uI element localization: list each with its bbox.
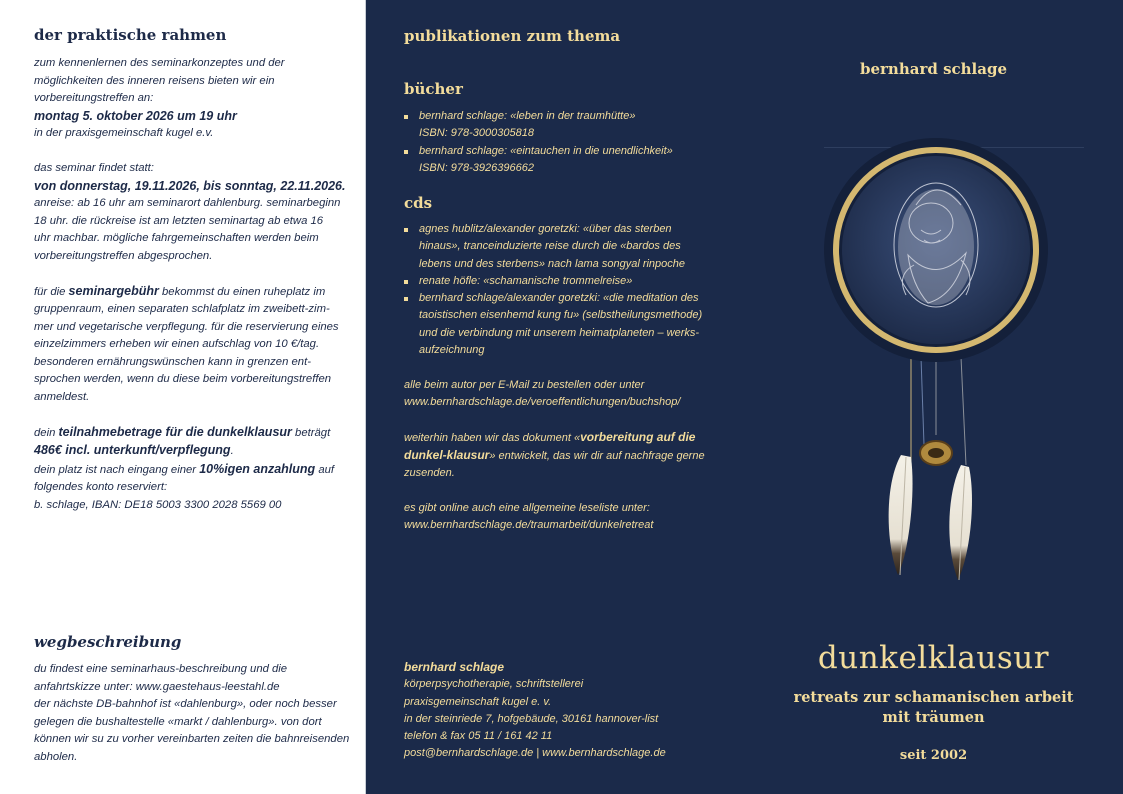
fee-line: für die seminargebühr bekommst du einen ruheplatz im — [34, 283, 326, 298]
text-line: du findest eine seminarhaus-beschreibung und die — [34, 663, 288, 675]
text-line: gruppenraum, einen separaten schlafplatz im zweibett-zim- — [34, 303, 330, 315]
text-line: sprochen werden, wenn du diese beim vorbereitungstreffen — [34, 373, 332, 385]
text-line: körperpsychotherapie, schriftstellerei — [404, 678, 584, 691]
text-line: telefon & fax 05 11 / 161 42 11 — [404, 730, 553, 743]
price-line: dein teilnahmebetrage für die dunkelklausur beträgt — [34, 424, 331, 439]
text-line: gelegen die bushaltestelle «markt / dahlenburg». von dort — [34, 715, 322, 728]
cds-list — [404, 221, 734, 359]
publications-heading: publikationen zum thema — [404, 27, 621, 45]
text-line: einzelzimmers erheben wir einen aufschlag von 10 €/tag. — [34, 338, 320, 350]
cover-subtitle: retreats zur schamanischen arbeit mit träumen — [793, 689, 1074, 726]
seminar-dates: von donnerstag, 19.11.2026, bis sonntag, 22.11.2026. — [34, 178, 346, 193]
text-line: möglichkeiten des inneren reisens bieten wir ein — [34, 74, 275, 87]
text-line: anreise: ab 16 uhr am seminarort dahlenburg. seminarbeginn — [34, 197, 341, 209]
books-heading: bücher — [404, 80, 463, 98]
price-value-line: 486€ incl. unterkunft/verpflegung. — [34, 443, 234, 457]
text-line: 18 uhr. die rückreise ist am letzten seminartag ab etwa 16 — [34, 214, 324, 227]
list-item: bernhard schlage: «leben in der traumhütte» ISBN: 978-3000305818 — [404, 108, 724, 143]
list-item: bernhard schlage: «eintauchen in die unendlichkeit» ISBN: 978-3926396662 — [404, 143, 724, 178]
text-line: können wir su zu vorher vereinbarten zeiten die bahnreisenden — [34, 733, 350, 745]
directions-heading: wegbeschreibung — [34, 633, 182, 651]
left-panel — [0, 0, 366, 794]
dark-panel — [366, 0, 1123, 794]
document-title: vorbereitung auf die — [580, 429, 696, 444]
iban-line: b. schlage, IBAN: DE18 5003 3300 2028 5569 00 — [34, 498, 282, 511]
directions-text — [34, 661, 354, 766]
price-value: 486€ incl. unterkunft/verpflegung — [34, 443, 231, 457]
cover-title: dunkelklausur — [817, 640, 1050, 676]
text-line: anmeldest. — [34, 390, 90, 403]
cds-heading: cds — [404, 194, 433, 212]
contact-email-web[interactable]: post@bernhardschlage.de | www.bernhardschlage.de — [404, 747, 666, 760]
text-line: anfahrtskizze unter: www.gaestehaus-leestahl.de — [34, 680, 280, 693]
text-line: besonderen ernährungswünschen kann in grenzen ent- — [34, 355, 311, 368]
text-line: alle beim autor per E-Mail zu bestellen oder unter — [404, 379, 645, 391]
dreamcatcher-image — [816, 135, 1056, 595]
text-line: vorbereitungstreffen an: — [34, 92, 154, 104]
list-item: renate höfle: «schamanische trommelreise» — [404, 273, 734, 290]
text-line: es gibt online auch eine allgemeine leseliste unter: — [404, 502, 650, 515]
list-item: agnes hublitz/alexander goretzki: «über das sterben hinaus», tranceinduzierte reise durch die «bardos des lebens und des sterbens» nach lama songyal rinpoche — [404, 221, 734, 273]
list-item: bernhard schlage/alexander goretzki: «die meditation des taoistischen eisenhemd kung fu» (selbstheilungsmethode) und die verbindung mit unserem heimatplaneten – werks- aufzeichnung — [404, 290, 734, 359]
reading-list-link[interactable]: www.bernhardschlage.de/traumarbeit/dunkelretreat — [404, 519, 654, 532]
contact-name: bernhard schlage — [404, 660, 505, 674]
fee-emphasis: seminargebühr — [68, 283, 159, 298]
text-line: folgendes konto reserviert: — [34, 481, 168, 493]
practical-frame-heading: der praktische rahmen — [34, 26, 227, 44]
prep-meeting-place: in der praxisgemeinschaft kugel e.v. — [34, 127, 214, 139]
document-line: weiterhin haben wir das dokument «vorbereitung auf die — [404, 429, 696, 444]
deposit-line: dein platz ist nach eingang einer 10%igen anzahlung auf — [34, 461, 335, 476]
author-name: bernhard schlage — [859, 60, 1007, 78]
shop-link[interactable]: www.bernhardschlage.de/veroeffentlichungen/buchshop/ — [404, 396, 681, 409]
text-line: abholen. — [34, 750, 78, 763]
order-info — [404, 377, 734, 535]
document-line-2: dunkel-klausur» entwickelt, das wir dir auf nachfrage gerne — [404, 448, 705, 463]
text-line: zusenden. — [404, 467, 455, 480]
since-year: seit 2002 — [899, 748, 968, 763]
prep-meeting-date: montag 5. oktober 2026 um 19 uhr — [34, 108, 237, 123]
text-line: in der steinriede 7, hofgebäude, 30161 hannover-list — [404, 712, 659, 725]
contact-block — [404, 659, 734, 763]
text-line: mer und vegetarische verpflegung. für die reservierung eines — [34, 320, 339, 333]
text-line: der nächste DB-bahnhof ist «dahlenburg», oder noch besser — [34, 698, 337, 710]
text-line: uhr machbar. mögliche fahrgemeinschaften werden beim — [34, 232, 319, 244]
price-emphasis: teilnahmebetrage für die dunkelklausur — [58, 424, 292, 439]
books-list — [404, 108, 724, 177]
practical-frame-text — [34, 55, 354, 514]
text-line: vorbereitungstreffen abgesprochen. — [34, 249, 213, 262]
deposit-emphasis: 10%igen anzahlung — [199, 461, 316, 476]
text-line: zum kennenlernen des seminarkonzeptes und der — [34, 57, 285, 69]
seminar-intro: das seminar findet statt: — [34, 162, 154, 174]
text-line: praxisgemeinschaft kugel e. v. — [404, 695, 552, 708]
